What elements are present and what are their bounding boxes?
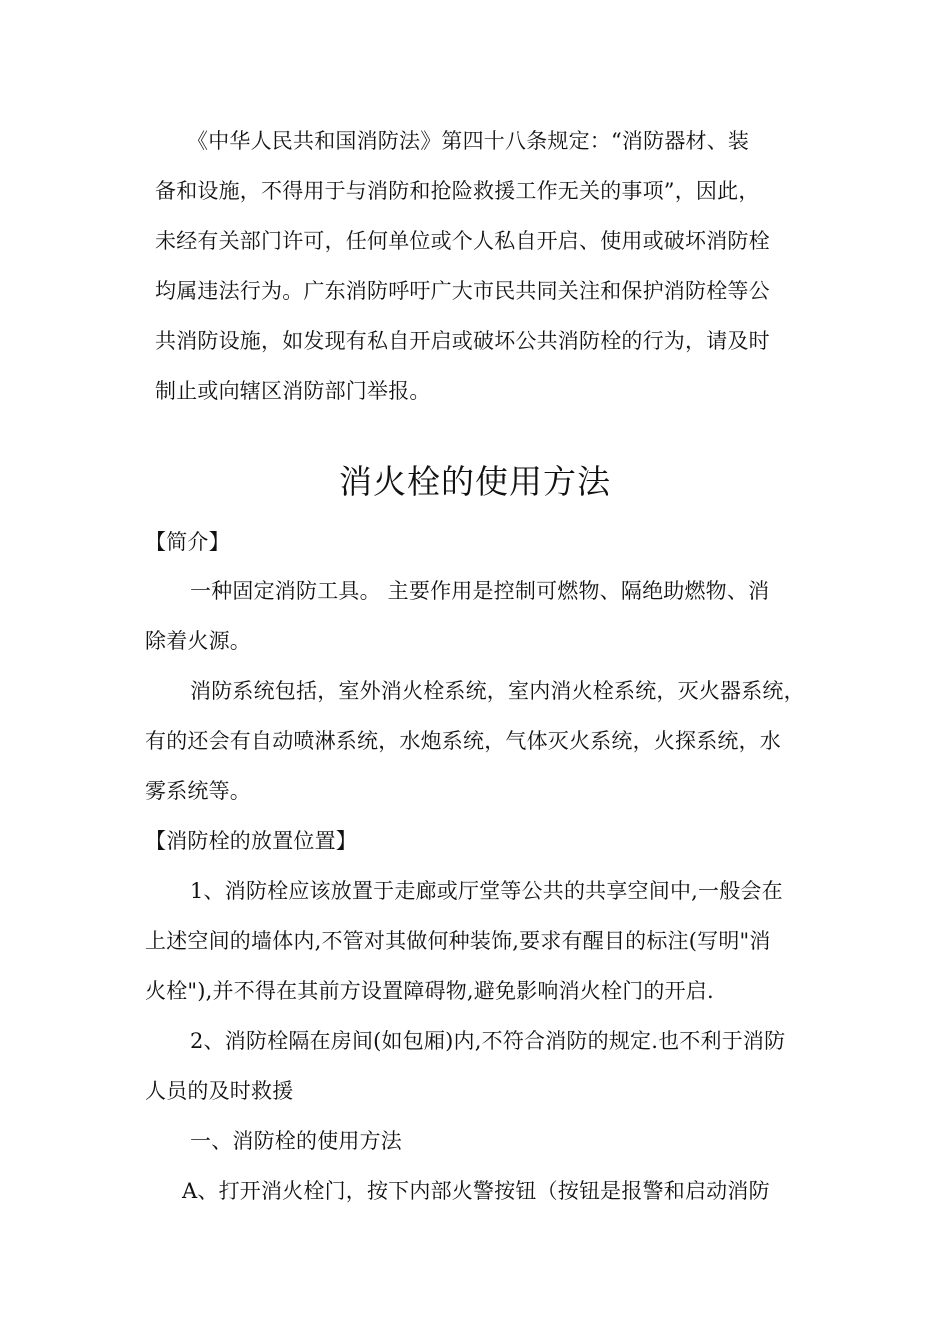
placement-item1-line-1: 1、消防栓应该放置于走廊或厅堂等公共的共享空间中,一般会在 [190, 879, 783, 903]
placement-item1-line-2: 上述空间的墙体内,不管对其做何种装饰,要求有醒目的标注(写明"消 [145, 929, 771, 953]
section-heading-intro: 【简介】 [145, 530, 230, 554]
intro-para1-line-1: 一种固定消防工具。 主要作用是控制可燃物、隔绝助燃物、消 [190, 579, 770, 603]
page-title: 消火栓的使用方法 [339, 462, 611, 501]
intro-line-6: 制止或向辖区消防部门举报。 [155, 379, 431, 403]
usage-step-a: A、打开消火栓门，按下内部火警按钮（按钮是报警和启动消防 [182, 1179, 770, 1203]
intro-line-2: 备和设施，不得用于与消防和抢险救援工作无关的事项”，因此， [155, 179, 760, 203]
intro-para2-line-3: 雾系统等。 [145, 779, 251, 803]
intro-para1-line-2: 除着火源。 [145, 629, 251, 653]
intro-line-5: 共消防设施，如发现有私自开启或破坏公共消防栓的行为，请及时 [155, 329, 770, 353]
intro-line-1: 《中华人民共和国消防法》第四十八条规定：“消防器材、装 [187, 129, 750, 153]
placement-item2-line-2: 人员的及时救援 [145, 1079, 294, 1103]
intro-para2-line-2: 有的还会有自动喷淋系统，水炮系统，气体灭火系统，火探系统，水 [145, 729, 781, 753]
intro-line-4: 均属违法行为。广东消防呼吁广大市民共同关注和保护消防栓等公 [155, 279, 770, 303]
intro-para2-line-1: 消防系统包括，室外消火栓系统，室内消火栓系统，灭火器系统， [190, 679, 805, 703]
section-heading-placement: 【消防栓的放置位置】 [145, 829, 357, 853]
intro-line-3: 未经有关部门许可，任何单位或个人私自开启、使用或破坏消防栓 [155, 229, 770, 253]
section-heading-usage: 一、消防栓的使用方法 [190, 1129, 402, 1153]
placement-item1-line-3: 火栓"),并不得在其前方设置障碍物,避免影响消火栓门的开启. [145, 979, 714, 1003]
placement-item2-line-1: 2、消防栓隔在房间(如包厢)内,不符合消防的规定.也不利于消防 [190, 1029, 786, 1053]
